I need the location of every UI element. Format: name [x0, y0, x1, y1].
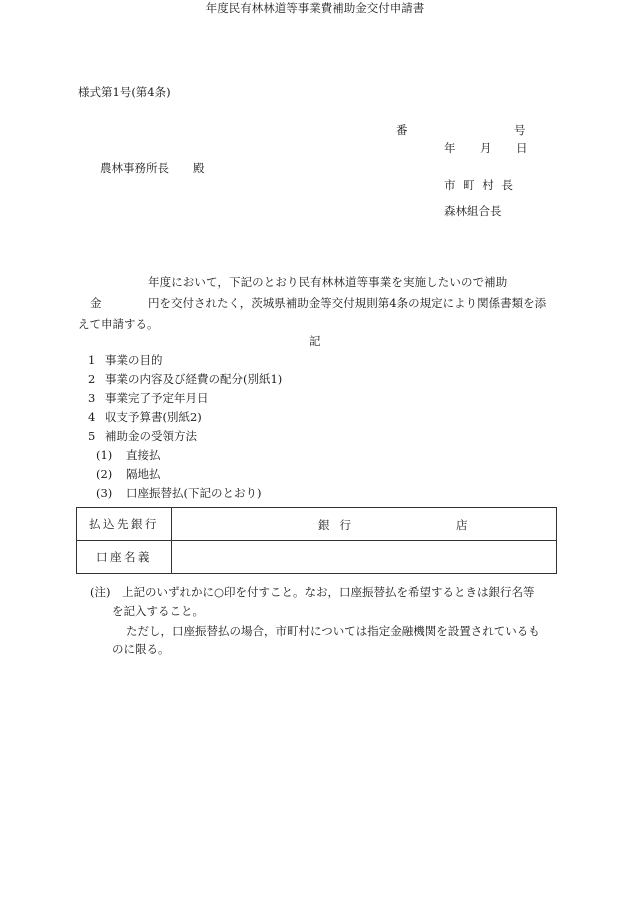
list-item — [88, 352, 163, 368]
sub-item — [96, 466, 161, 482]
list-item-number: 3 — [88, 391, 96, 405]
sub-item-text: 隔地払 — [126, 467, 161, 481]
list-item-text: 事業の目的 — [105, 353, 163, 367]
list-item — [88, 428, 197, 444]
list-item-text: 補助金の受領方法 — [105, 429, 197, 443]
list-item — [88, 371, 282, 387]
note-line-3: ただし，口座振替払の場合，市町村については指定金融機関を設置されているも — [126, 624, 540, 638]
sub-item-number: (2) — [96, 467, 113, 481]
honorific: 殿 — [193, 161, 205, 175]
sub-item-text: 直接払 — [126, 448, 161, 462]
form-number: 様式第1号(第4条) — [78, 85, 171, 99]
body-line-1: 年度において，下記のとおり民有林林道等事業を実施したいので補助 — [148, 275, 508, 289]
note-line-4: のに限る。 — [112, 642, 170, 656]
list-item-text: 収支予算書(別紙2) — [105, 410, 202, 424]
ki-heading: 記 — [309, 334, 321, 348]
list-item-text: 事業完了予定年月日 — [105, 391, 209, 405]
bank-account-table — [76, 507, 557, 574]
day-label: 日 — [516, 141, 528, 155]
number-suffix: 号 — [514, 123, 526, 137]
sub-item — [96, 447, 161, 463]
note-line-1: (注) 上記のいずれかに○印を付すこと。なお，口座振替払を希望するときは銀行名等 — [90, 585, 535, 599]
body-line-2-prefix: 金 — [90, 296, 102, 310]
sub-item-number: (3) — [96, 486, 113, 500]
bank-suffix: 銀行 — [318, 518, 361, 532]
body-line-3: えて申請する。 — [78, 317, 159, 331]
applicant-municipality: 市 町 村 長 — [444, 178, 515, 192]
note-line-2: を記入すること。 — [112, 604, 204, 618]
table-row — [77, 508, 557, 541]
sub-item-number: (1) — [96, 448, 113, 462]
document-title: 年度民有林林道等事業費補助金交付申請書 — [205, 1, 425, 15]
list-item-number: 5 — [88, 429, 96, 443]
account-name-field[interactable] — [172, 541, 557, 574]
sub-item — [96, 485, 261, 501]
bank-label: 払込先銀行 — [77, 508, 172, 541]
year-label: 年 — [444, 141, 456, 155]
list-item-number: 2 — [88, 372, 96, 386]
number-label: 番 — [396, 123, 408, 137]
account-name-label: 口座名義 — [77, 541, 172, 574]
list-item — [88, 390, 209, 406]
list-item-number: 1 — [88, 353, 96, 367]
body-line-2: 円を交付されたく，茨城県補助金等交付規則第4条の規定により関係書類を添 — [148, 296, 547, 310]
branch-suffix: 店 — [456, 518, 468, 532]
month-label: 月 — [480, 141, 492, 155]
applicant-cooperative: 森林組合長 — [444, 204, 502, 218]
list-item-text: 事業の内容及び経費の配分(別紙1) — [105, 372, 283, 386]
list-item — [88, 409, 202, 425]
sub-item-text: 口座振替払(下記のとおり) — [126, 486, 262, 500]
list-item-number: 4 — [88, 410, 96, 424]
table-row — [77, 541, 557, 574]
bank-field[interactable] — [172, 508, 557, 541]
addressee: 農林事務所長 — [100, 161, 169, 175]
